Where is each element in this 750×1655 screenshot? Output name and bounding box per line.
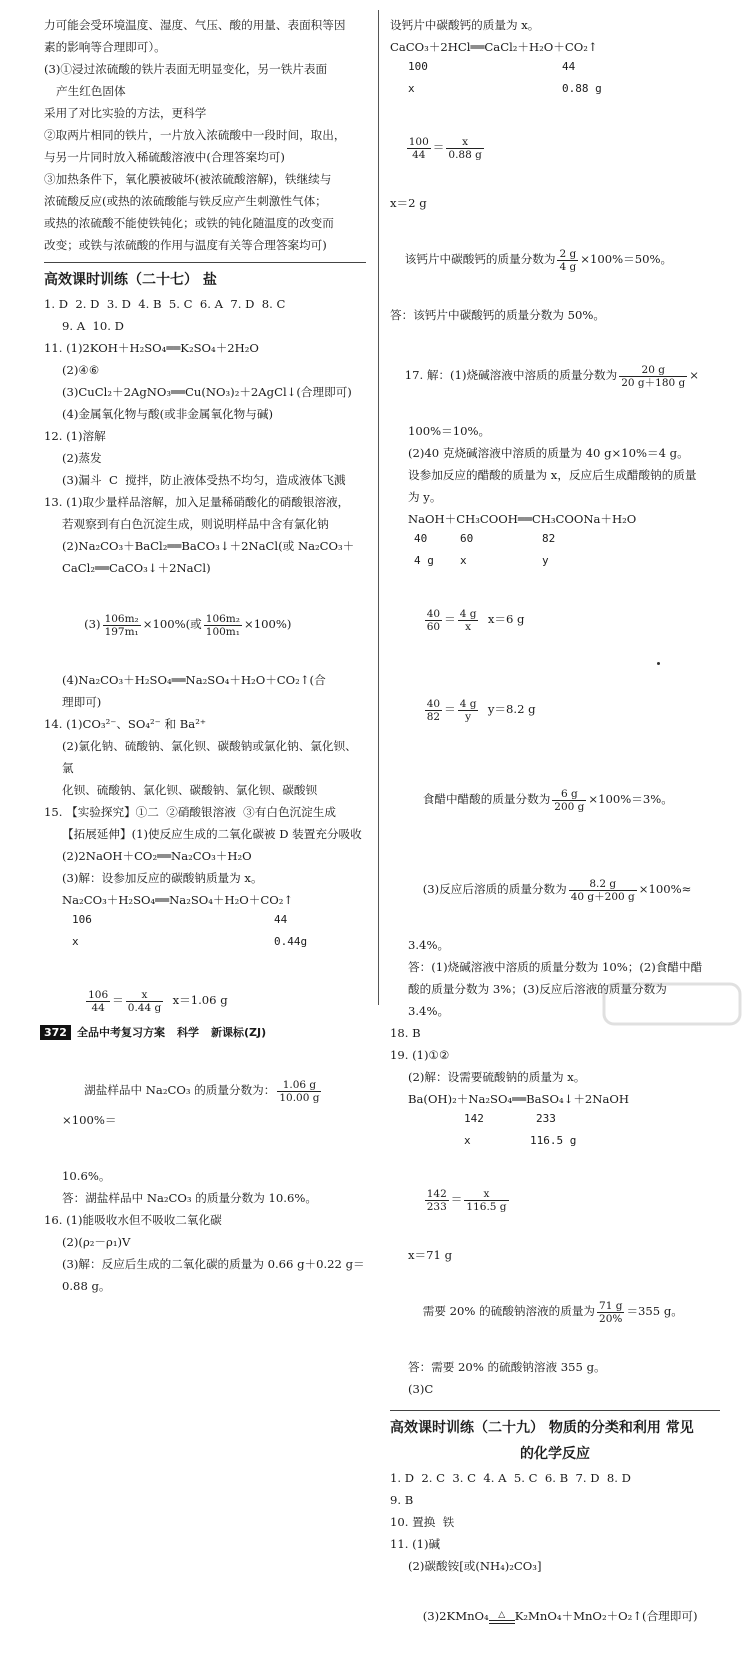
frac-suffix: ×100%) [243,617,292,631]
answer-line: 10.6%。 [62,1169,111,1183]
ratio-line: $\frac{142}{233}$ ＝ $\frac{x}{116.5 g}$ [426,1187,507,1213]
frac-suffix: ＝355 g。 [626,1304,683,1318]
fraction-line [390,754,720,844]
frac-denominator: 100m₁ [205,625,240,638]
stoich-value: x [460,554,467,567]
edition-label: 新课标(ZJ) [210,1026,267,1039]
stoich-value: 82 [542,532,556,545]
answer-line: 11. (1)碱 [390,1537,441,1551]
fraction-line [44,1045,366,1165]
equation-line: NaOH＋CH₃COOH══CH₃COONa＋H₂O [408,512,637,526]
frac-prefix: (3) [84,617,101,631]
fraction [619,364,687,389]
answers-block [44,293,366,1297]
fraction [597,1300,624,1325]
fraction [126,989,163,1014]
text-line: 与另一片同时放入稀硫酸溶液中(合理答案均可) [44,150,285,164]
answer-line: (3)解：反应后生成的二氧化碳的质量为 0.66 g＋0.22 g＝ [62,1257,365,1271]
frac-denominator: 10.00 g [279,1091,320,1104]
text-line: ③加热条件下，氧化膜被破坏(被浓硫酸溶解)，铁继续与 [44,172,332,186]
ratio-line: $\frac{100}{44}$ ＝ $\frac{x}{0.88 g}$ [408,135,482,161]
answer-line: (2)Na₂CO₃＋BaCl₂══BaCO₃↓＋2NaCl(或 Na₂CO₃＋ [62,539,355,553]
text-line: (3)①浸过浓硫酸的铁片表面无明显变化，另一铁片表面 [44,62,328,76]
answer-line: (2)2NaOH＋CO₂══Na₂CO₃＋H₂O [62,849,252,863]
frac-numerator: x [464,1188,508,1201]
stoich-table [62,911,366,955]
stoich-value: 0.88 g [562,82,602,95]
frac-suffix: ×100%＝3%。 [588,792,673,806]
frac-numerator: 142 [426,1187,447,1200]
answer-line: 1. D 2. D 3. D 4. B 5. C 6. A 7. D 8. C [44,297,286,311]
answer-line: (2)④⑥ [62,363,100,377]
frac-numerator: 106m₂ [205,612,240,625]
answer-line: 19. (1)①② [390,1048,450,1062]
frac-numerator: 106 [88,988,109,1001]
answer-line: 9. A 10. D [62,319,124,333]
book-title: 全品中考复习方案 [76,1026,165,1039]
fraction [204,613,242,638]
answer-line: (2)解：设需要硫酸钠的质量为 x。 [408,1070,586,1084]
frac-numerator: 2 g [559,247,577,260]
section-rule [44,262,366,263]
stoich-value: y [542,554,549,567]
answer-line: 9. B [390,1493,414,1507]
fraction [569,878,637,903]
frac-suffix: ×100%≈ [638,882,692,896]
fraction [464,1188,508,1213]
answer-line: 理即可) [62,695,102,709]
answer-line: 16. (1)能吸收水但不吸收二氧化碳 [44,1213,222,1227]
page-number: 372 [40,1025,71,1040]
frac-denominator: 44 [412,148,426,161]
answer-line: 0.88 g。 [62,1279,111,1293]
text-line: 或热的浓硫酸不能使铁钝化；或铁的钝化随温度的改变而 [44,216,334,230]
frac-suffix: ×100%＝ [62,1113,117,1127]
stoich-value: 106 [72,913,92,926]
frac-numerator: x [446,136,483,149]
fraction [458,608,479,633]
text-line: ②取两片相同的铁片，一片放入浓硫酸中一段时间，取出， [44,128,346,142]
answer-line: 答：湖盐样品中 Na₂CO₃ 的质量分数为 10.6%。 [62,1191,317,1205]
answer-line: 18. B [390,1026,421,1040]
text-line: 浓硫酸反应(或热的浓硫酸能与铁反应产生刺激性气体； [44,194,327,208]
frac-denominator: 40 g＋200 g [570,890,635,903]
frac-prefix: 17. 解：(1)烧碱溶液中溶质的质量分数为 [404,368,618,382]
ratio-line: $\frac{40}{60}$ ＝ $\frac{4 g}{x}$ x＝6 g [426,607,525,633]
answer-line: 答：需要 20% 的硫酸钠溶液 355 g。 [408,1360,606,1374]
stoich-value: x [464,1134,471,1147]
frac-numerator: 4 g [459,607,477,620]
fraction-line [390,330,720,420]
stoich-value: 142 [464,1112,484,1125]
fraction [425,608,442,633]
frac-suffix: × [689,368,699,382]
answer-line: 答：该钙片中碳酸钙的质量分数为 50%。 [390,308,605,322]
answer-line: 若观察到有白色沉淀生成，则说明样品中含有氯化钠 [62,517,329,531]
answer-line: 10. 置换 铁 [390,1515,455,1529]
section-title: 高效课时训练（二十九） 物质的分类和利用 常见 [390,1420,694,1436]
text-line: 力可能会受环境温度、湿度、气压、酸的用量、表面积等因 [44,18,346,32]
answer-line: (3)CuCl₂＋2AgNO₃══Cu(NO₃)₂＋2AgCl↓(合理即可) [62,385,352,399]
section-title: 高效课时训练（二十七） 盐 [44,272,217,288]
watermark-logo [602,982,742,1046]
frac-numerator: 6 g [552,788,586,801]
eq-prefix: (3)2KMnO₄ [422,1609,489,1623]
stoich-value: x [72,935,79,948]
answer-line: (2)蒸发 [62,451,102,465]
frac-prefix: 需要 20% 的硫酸钠溶液的质量为 [422,1304,596,1318]
stoich-table [408,1110,720,1154]
answer-line: 11. (1)2KOH＋H₂SO₄══K₂SO₄＋2H₂O [44,341,259,355]
stoich-value: 0.44g [274,935,308,948]
answer-line: (2)碳酸铵[或(NH₄)₂CO₃] [408,1559,542,1573]
ratio-line: $\frac{40}{82}$ ＝ $\frac{4 g}{y}$ y＝8.2 g [426,697,536,723]
fraction [86,989,110,1014]
column-divider [378,10,379,1005]
section-rule [390,1410,720,1411]
fraction [277,1079,321,1104]
fraction [557,248,578,273]
answer-line: (3)C [408,1382,434,1396]
stoich-value: 44 [562,60,576,73]
frac-denominator: 0.88 g [448,148,482,161]
stoich-value: 4 g [414,554,434,567]
fraction-line [390,1266,720,1356]
ratio-result: x＝1.06 g [172,993,228,1007]
stoich-value: 44 [274,913,288,926]
frac-numerator: 106m₂ [104,612,139,625]
answer-line: 15. 【实验探究】①二 ②硝酸银溶液 ③有白色沉淀生成 [44,805,336,819]
fraction [425,1188,449,1213]
frac-denominator: 44 [91,1001,105,1014]
frac-denominator: 20% [599,1312,623,1325]
result-line: x＝71 g [408,1248,452,1262]
text-line: 采用了对比实验的方法，更科学 [44,106,207,120]
fraction [407,136,431,161]
answer-line: 为 y。 [408,490,442,504]
frac-numerator: 40 [426,697,441,710]
stoich-value: 100 [408,60,428,73]
answer-line: 12. (1)溶解 [44,429,106,443]
page-footer [40,1024,266,1040]
right-column [390,14,720,1655]
section-title-continued: 的化学反应 [520,1446,590,1462]
eq-suffix: K₂MnO₄＋MnO₂＋O₂↑(合理即可) [514,1609,698,1623]
frac-prefix: 食醋中醋酸的质量分数为 [422,792,551,806]
intro-block [44,14,366,256]
ratio-result: x＝6 g [487,612,525,626]
watermark-icon [602,982,742,1046]
text-line: 改变；或铁与浓硫酸的作用与温度有关等合理答案均可) [44,238,327,252]
answer-line: 1. D 2. C 3. C 4. A 5. C 6. B 7. D 8. D [390,1471,631,1485]
heat-condition-icon: △ [498,1609,506,1620]
answer-line: CaCl₂══CaCO₃↓＋2NaCl) [62,561,211,575]
frac-numerator: 8.2 g [569,878,637,891]
frac-denominator: 20 g＋180 g [621,376,686,389]
ratio-result: y＝8.2 g [487,702,536,716]
frac-denominator: 197m₁ [104,625,139,638]
fraction-line [390,844,720,934]
fraction [103,613,141,638]
answer-line: (2)氯化钠、硫酸钠、氯化钡、碳酸钠或氯化钠、氯化钡、氯 [62,739,357,775]
frac-denominator: x [465,620,472,633]
answer-line: 13. (1)取少量样品溶解，加入足量稀硝酸化的硝酸银溶液， [44,495,350,509]
frac-mid: ×100%(或 [142,617,202,631]
stoich-value: 116.5 g [530,1134,577,1147]
stoich-value: 60 [460,532,474,545]
stoich-value: 233 [536,1112,556,1125]
left-column [44,14,366,1297]
fraction-line [44,579,366,669]
stoich-table [390,58,720,102]
answer-line: 3.4%。 [408,938,450,952]
stoich-value: 40 [414,532,428,545]
answer-line: (4)Na₂CO₃＋H₂SO₄══Na₂SO₄＋H₂O＋CO₂↑(合 [62,673,326,687]
frac-suffix: ×100%＝50%。 [580,252,673,266]
frac-denominator: 116.5 g [466,1200,507,1213]
frac-denominator: 200 g [554,800,585,813]
answer-line: 14. (1)CO₃²⁻、SO₄²⁻ 和 Ba²⁺ [44,717,206,731]
fraction [458,698,479,723]
frac-denominator: 60 [426,620,441,633]
fraction [446,136,483,161]
frac-denominator: 233 [426,1200,447,1213]
answer-line: (4)金属氧化物与酸(或非金属氧化物与碱) [62,407,273,421]
answer-line: 设参加反应的醋酸的质量为 x，反应后生成醋酸钠的质量 [408,468,697,482]
equation-line: Na₂CO₃＋H₂SO₄══Na₂SO₄＋H₂O＋CO₂↑ [62,893,294,907]
ratio-line: $\frac{106}{44}$ ＝ $\frac{x}{0.44 g}$ x＝1.06 g [88,988,228,1014]
answer-line: 100%＝10%。 [408,424,491,438]
frac-numerator: 4 g [459,697,477,710]
answer-line: (2)40 克烧碱溶液中溶质的质量为 40 g×10%＝4 g。 [408,446,689,460]
frac-numerator: 1.06 g [277,1079,321,1092]
frac-numerator: 71 g [599,1299,623,1312]
equation-line: CaCO₃＋2HCl══CaCl₂＋H₂O＋CO₂↑ [390,40,598,54]
answer-line: 酸的质量分数为 3%；(3)反应后溶液的质量分数为 [408,982,667,996]
answer-line: 化钡、硫酸钠、氯化钡、碳酸钠、氯化钡、碳酸钡 [62,783,318,797]
fraction-line [390,214,720,304]
answer-line: (3)漏斗 C 搅拌，防止液体受热不均匀，造成液体飞溅 [62,473,346,487]
text-line: 素的影响等合理即可）。 [44,40,166,54]
equation-line: Ba(OH)₂＋Na₂SO₄══BaSO₄↓＋2NaOH [408,1092,629,1106]
answer-line: 答：(1)烧碱溶液中溶质的质量分数为 10%；(2)食醋中醋 [408,960,703,974]
stoich-table [408,530,720,574]
frac-numerator: 100 [408,135,429,148]
frac-denominator: 4 g [559,260,577,273]
answer-line: (2)(ρ₂－ρ₁)V [62,1235,131,1249]
frac-prefix: (3)反应后溶质的质量分数为 [422,882,567,896]
result-line: x＝2 g [390,196,427,210]
stoich-value: x [408,82,415,95]
fraction [552,788,586,813]
frac-numerator: 20 g [619,364,687,377]
text-line: 产生红色固体 [56,84,126,98]
answer-line: 【拓展延伸】(1)使反应生成的二氧化碳被 D 装置充分吸收 [62,827,362,841]
frac-denominator: 0.44 g [127,1001,162,1014]
frac-prefix: 湖盐样品中 Na₂CO₃ 的质量分数为： [84,1083,276,1097]
frac-denominator: y [465,710,472,723]
frac-prefix: 该钙片中碳酸钙的质量分数为 [404,252,556,266]
subject-label: 科学 [176,1026,199,1039]
equation-line [390,1577,720,1655]
frac-numerator: 40 [426,607,441,620]
dot-mark [657,662,660,665]
answer-line: 3.4%。 [408,1004,450,1018]
frac-numerator: x [126,989,163,1002]
text-line: 设钙片中碳酸钙的质量为 x。 [390,18,540,32]
fraction [425,698,442,723]
answer-line: (3)解：设参加反应的碳酸钠质量为 x。 [62,871,263,885]
frac-denominator: 82 [426,710,441,723]
